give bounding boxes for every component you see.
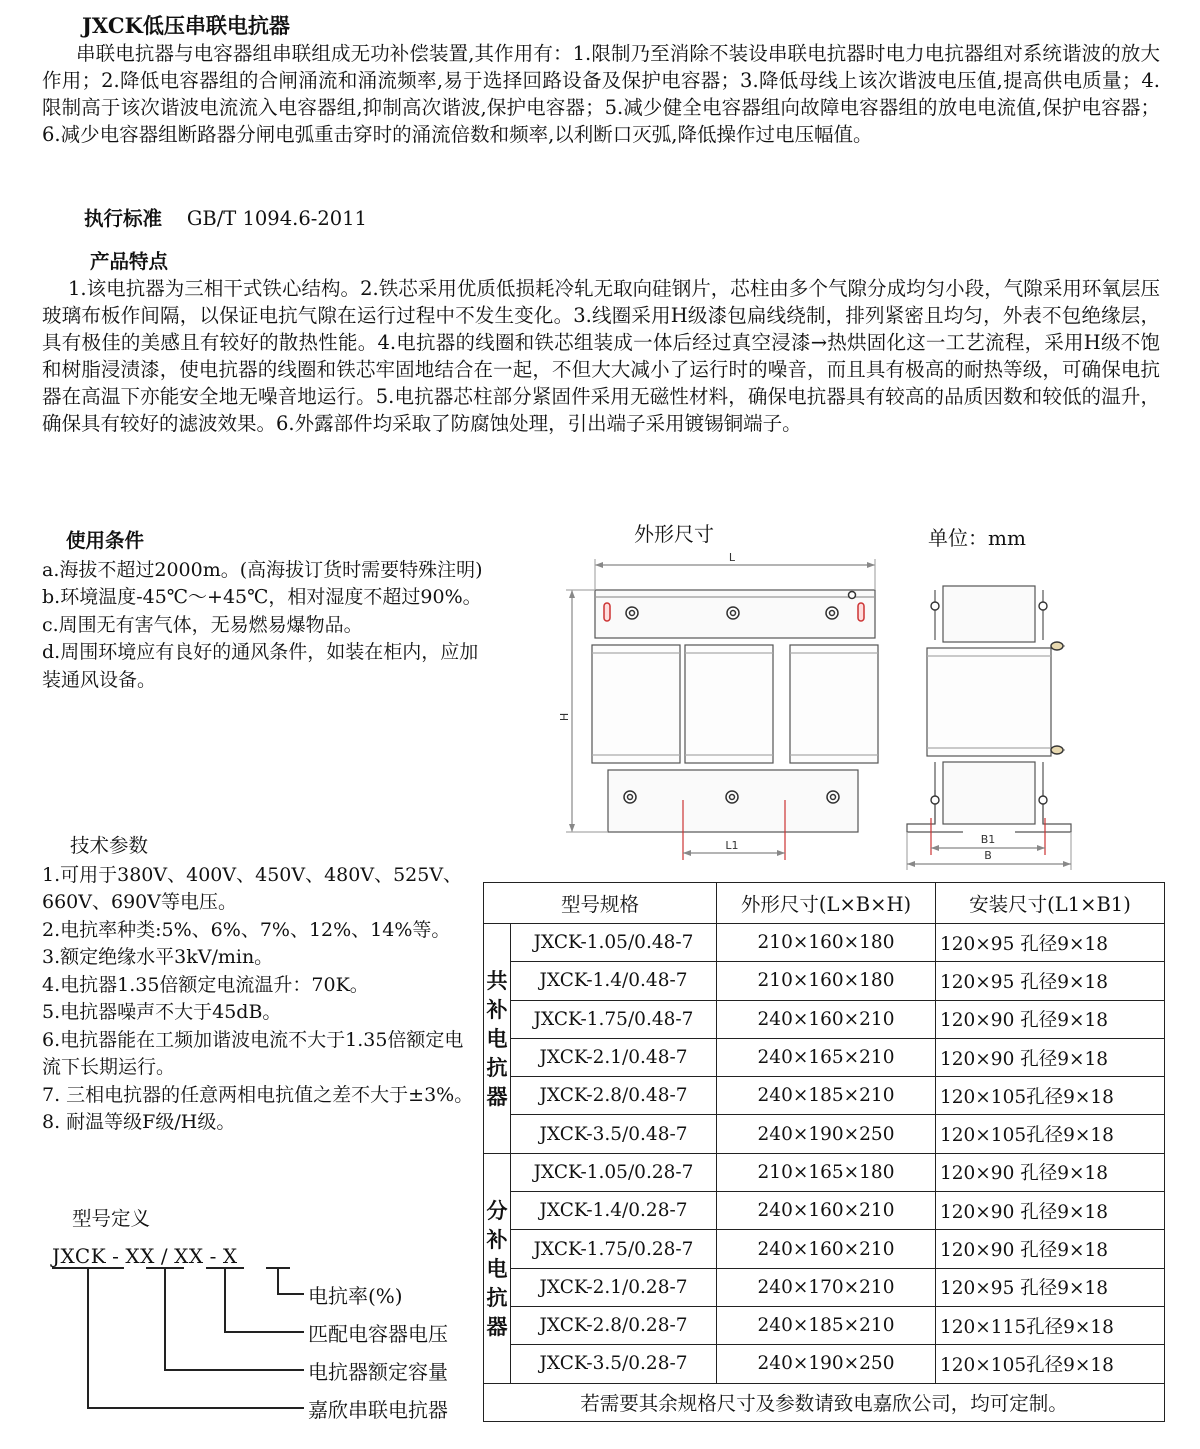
cell-mount: 120×95 孔径9×18	[936, 962, 1165, 1000]
model-code-prefix: JXCK	[52, 1244, 107, 1268]
tech-heading: 技术参数	[70, 834, 149, 857]
table-row	[484, 1077, 1165, 1115]
tech-item: 8. 耐温等级F级/H级。	[42, 1111, 236, 1133]
tech-item: 4.电抗器1.35倍额定电流温升：70K。	[42, 973, 369, 996]
cell-model: JXCK-1.75/0.28-7	[511, 1230, 717, 1268]
cell-model: JXCK-1.05/0.28-7	[511, 1153, 717, 1191]
table-row	[484, 1153, 1165, 1191]
header-mounting: 安装尺寸(L1×B1)	[936, 883, 1165, 924]
features-text: 1.该电抗器为三相干式铁心结构。2.铁芯采用优质低损耗冷轧无取向硅钢片，芯柱由多个气隙分成均匀小段，气隙采用环氧层压玻璃布板作间隔，以保证电抗气隙在运行过程中不发生变化。3.线圈采用H级漆包扁线绕制，排列紧密且均匀，外表不包绝缘层，具有极佳的美感且有较好的散热性能。4.电抗器的线圈和铁芯组装成一体后经过真空浸漆→热烘固化这一工艺流程，采用H级不饱和树脂浸渍漆，使电抗器的线圈和铁芯牢固地结合在一起，不但大大减小了运行时的噪音，而且具有极高的耐热等级，可确保电抗器在高温下亦能安全地无噪音地运行。5.电抗器芯柱部分紧固件采用无磁性材料，确保电抗器具有较高的品质因数和较低的温升，确保具有较好的滤波效果。6.外露部件均采取了防腐蚀处理，引出端子采用镀锡铜端子。	[42, 277, 1160, 435]
model-code-dash: -	[112, 1244, 120, 1268]
header-dimensions: 外形尺寸(L×B×H)	[717, 883, 936, 924]
model-def-connectors	[50, 1266, 320, 1426]
cell-mount: 120×95 孔径9×18	[936, 924, 1165, 962]
model-legend-rate: 电抗率(%)	[308, 1284, 403, 1308]
model-code-slash: /	[160, 1244, 169, 1268]
table-row	[484, 1268, 1165, 1306]
table-footnote-row	[484, 1383, 1165, 1421]
model-legend-brand: 嘉欣串联电抗器	[308, 1398, 448, 1422]
cell-mount: 120×90 孔径9×18	[936, 1038, 1165, 1076]
condition-item: a.海拔不超过2000m。(高海拔订货时需要特殊注明)	[42, 558, 483, 581]
tech-item: 1.可用于380V、400V、450V、480V、525V、660V、690V等电压。	[42, 863, 463, 913]
table-row	[484, 1192, 1165, 1230]
dim-label-B1: B1	[980, 833, 996, 846]
tech-item: 3.额定绝缘水平3kV/min。	[42, 946, 274, 968]
cell-dims: 210×160×180	[717, 962, 936, 1000]
cell-mount: 120×90 孔径9×18	[936, 1230, 1165, 1268]
intro-text: 串联电抗器与电容器组串联组成无功补偿装置,其作用有：1.限制乃至消除不装设串联电抗器时电力电抗器组对系统谐波的放大作用；2.降低电容器组的合闸涌流和涌流频率,易于选择回路设备及保护电容器；3.降低母线上该次谐波电压值,提高供电质量；4.限制高于该次谐波电流流入电容器组,抑制高次谐波,保护电容器；5.减少健全电容器组向故障电容器组的放电电流值,保护电容器；6.减少电容器组断路器分闸电弧重击穿时的涌流倍数和频率,以利断口灭弧,降低操作过电压幅值。	[42, 42, 1160, 146]
cell-model: JXCK-2.1/0.28-7	[511, 1268, 717, 1306]
cell-dims: 240×185×210	[717, 1077, 936, 1115]
table-footnote: 若需要其余规格尺寸及参数请致电嘉欣公司，均可定制。	[484, 1383, 1165, 1421]
tech-item: 6.电抗器能在工频加谐波电流不大于1.35倍额定电流下长期运行。	[42, 1028, 464, 1078]
cell-dims: 240×185×210	[717, 1306, 936, 1344]
table-row	[484, 1000, 1165, 1038]
front-view-diagram	[560, 545, 890, 865]
table-row	[484, 1230, 1165, 1268]
dim-label-L: L	[728, 551, 736, 564]
table-header-row	[484, 883, 1165, 924]
table-row	[484, 962, 1165, 1000]
cell-dims: 240×190×250	[717, 1115, 936, 1153]
model-def-heading: 型号定义	[72, 1207, 151, 1230]
cell-model: JXCK-2.8/0.48-7	[511, 1077, 717, 1115]
cell-mount: 120×90 孔径9×18	[936, 1192, 1165, 1230]
cell-model: JXCK-1.4/0.28-7	[511, 1192, 717, 1230]
model-legend-capacity: 电抗器额定容量	[308, 1360, 448, 1384]
cell-dims: 240×160×210	[717, 1000, 936, 1038]
model-code-dash: -	[209, 1244, 217, 1268]
group-label-common: 共补电抗器	[484, 924, 511, 1154]
cell-mount: 120×105孔径9×18	[936, 1345, 1165, 1383]
model-code-capacity: XX	[125, 1244, 155, 1268]
condition-item: d.周围环境应有良好的通风条件，如装在柜内，应加装通风设备。	[42, 641, 479, 691]
unit-label: 单位：mm	[928, 526, 1026, 550]
standard-value: GB/T 1094.6-2011	[186, 207, 367, 230]
cell-dims: 240×160×210	[717, 1230, 936, 1268]
tech-item: 5.电抗器噪声不大于45dB。	[42, 1001, 282, 1023]
table-row	[484, 924, 1165, 962]
cell-mount: 120×115孔径9×18	[936, 1306, 1165, 1344]
tech-item: 7. 三相电抗器的任意两相电抗值之差不大于±3%。	[42, 1083, 474, 1106]
cell-model: JXCK-1.4/0.48-7	[511, 962, 717, 1000]
table-row	[484, 1345, 1165, 1383]
cell-mount: 120×105孔径9×18	[936, 1115, 1165, 1153]
table-row	[484, 1306, 1165, 1344]
header-model: 型号规格	[484, 883, 717, 924]
side-view-diagram	[895, 570, 1085, 870]
cell-mount: 120×90 孔径9×18	[936, 1153, 1165, 1191]
cell-dims: 240×170×210	[717, 1268, 936, 1306]
features-heading: 产品特点	[90, 250, 169, 273]
tech-section	[42, 832, 482, 1137]
standard-label: 执行标准	[84, 207, 163, 230]
conditions-section	[42, 527, 487, 694]
model-code-rate: X	[222, 1244, 238, 1268]
intro-paragraph	[42, 40, 1160, 148]
cell-model: JXCK-1.75/0.48-7	[511, 1000, 717, 1038]
table-row	[484, 1115, 1165, 1153]
group-label-split: 分补电抗器	[484, 1153, 511, 1383]
cell-model: JXCK-3.5/0.48-7	[511, 1115, 717, 1153]
model-legend-voltage: 匹配电容器电压	[308, 1322, 448, 1346]
cell-model: JXCK-2.8/0.28-7	[511, 1306, 717, 1344]
model-code-voltage: XX	[174, 1244, 204, 1268]
dim-label-B: B	[984, 849, 992, 862]
cell-model: JXCK-1.05/0.48-7	[511, 924, 717, 962]
dim-label-H: H	[558, 712, 571, 722]
condition-item: b.环境温度-45℃～+45℃，相对湿度不超过90%。	[42, 586, 482, 608]
standard-line	[84, 203, 385, 231]
cell-dims: 210×165×180	[717, 1153, 936, 1191]
table-row	[484, 1038, 1165, 1076]
dim-label-L1: L1	[725, 839, 739, 852]
diagram-title: 外形尺寸	[634, 522, 714, 546]
cell-dims: 210×160×180	[717, 924, 936, 962]
tech-item: 2.电抗率种类:5%、6%、7%、12%、14%等。	[42, 918, 451, 941]
cell-dims: 240×165×210	[717, 1038, 936, 1076]
cell-mount: 120×95 孔径9×18	[936, 1268, 1165, 1306]
cell-dims: 240×190×250	[717, 1345, 936, 1383]
cell-mount: 120×90 孔径9×18	[936, 1000, 1165, 1038]
document-title: JXCK低压串联电抗器	[82, 13, 290, 38]
cell-dims: 240×160×210	[717, 1192, 936, 1230]
spec-table	[483, 882, 1165, 1422]
features-paragraph	[42, 275, 1160, 437]
conditions-heading: 使用条件	[66, 529, 145, 552]
cell-model: JXCK-2.1/0.48-7	[511, 1038, 717, 1076]
cell-model: JXCK-3.5/0.28-7	[511, 1345, 717, 1383]
cell-mount: 120×105孔径9×18	[936, 1077, 1165, 1115]
condition-item: c.周围无有害气体，无易燃易爆物品。	[42, 613, 363, 636]
model-code	[52, 1244, 238, 1268]
